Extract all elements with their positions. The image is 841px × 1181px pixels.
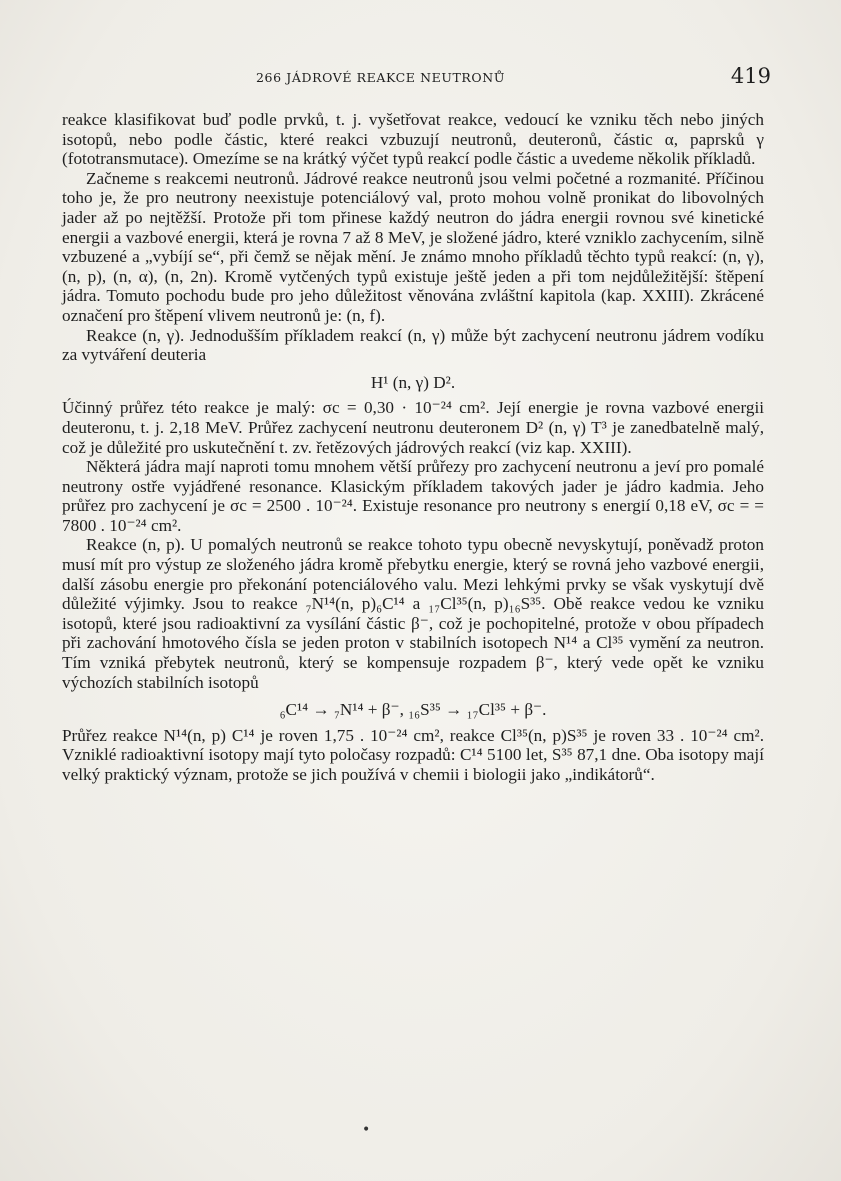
paragraph: Některá jádra mají naproti tomu mnohem větší průřezy pro zachycení neutronu a jeví pro pomalé neutrony ostře vyjádřené resonance. Klasickým příkladem takových jader je jádro kadmia. Jeho průřez pro zachycení je σc = 2500 . 10⁻²⁴. Existuje resonance pro neutrony s energií 0,18 eV, σc = = 7800 . 10⁻²⁴ cm². (62, 457, 764, 535)
page-header (60, 64, 771, 96)
running-head: 266 JÁDROVÉ REAKCE NEUTRONŮ (256, 70, 505, 85)
body-text (62, 110, 764, 785)
paragraph: Průřez reakce N¹⁴(n, p) C¹⁴ je roven 1,75 . 10⁻²⁴ cm², reakce Cl³⁵(n, p)S³⁵ je roven 33 . 10⁻²⁴ cm². Vzniklé radioaktivní isotopy mají tyto poločasy rozpadů: C¹⁴ 5100 let, S³⁵ 87,1 dne. Oba isotopy mají velký praktický význam, protože se jich používá v chemii i biologii jako „indikátorů“. (62, 725, 764, 784)
ink-mark: • (362, 1122, 371, 1138)
formula-decay: ₆C¹⁴ → ₇N¹⁴ + β⁻, ₁₆S³⁵ → ₁₇Cl³⁵ + β⁻. (279, 700, 547, 720)
paragraph: Začneme s reakcemi neutronů. Jádrové reakce neutronů jsou velmi početné a rozmanité. Příčinou toho je, že pro neutrony neexistuje potenciálový val, proto mohou volně pronikat do libovolných jader až po nejtěžší. Protože při tom přinese každý neutron do jádra energii rovnou své kinetické energii a vazbové energii, která je rovna 7 až 8 MeV, je složené jádro, které vzniklo zachycením, silně vzbuzené a „vybíjí se“, při čemž se nějak mění. Je známo mnoho příkladů těchto typů reakcí: (n, γ), (n, p), (n, α), (n, 2n). Kromě vytčených typů existuje ještě jeden a při tom nejdůležitější: štěpení jádra. Tomuto pochodu bude pro jeho důležitost věnována zvláštní kapitola (kap. XXIII). Zkrácené označení pro štěpení vlivem neutronů je: (n, f). (62, 168, 764, 325)
page-number: 419 (730, 64, 771, 88)
paragraph: Reakce (n, p). U pomalých neutronů se reakce tohoto typu obecně nevyskytují, poněvadž proton musí mít pro výstup ze složeného jádra kromě přebytku energie, který se rovná jeho vazbové energii, další zásobu energie pro překonání potenciálového valu. Mezi lehkými prvky se však vyskytují dvě důležité výjimky. Jsou to reakce ₇N¹⁴(n, p)₆C¹⁴ a ₁₇Cl³⁵(n, p)₁₆S³⁵. Obě reakce vedou ke vzniku isotopů, které jsou radioaktivní za vysílání částic β⁻, což je pochopitelné, protože v obou případech při zachování hmotového čísla se jeden proton v stabilních isotopech N¹⁴ a Cl³⁵ vymění za neutron. Tím vzniká přebytek neutronů, který se kompensuje rozpadem β⁻, který vede opět ke vzniku výchozích stabilních isotopů (62, 535, 764, 692)
formula-deuterium: H¹ (n, γ) D². (370, 372, 456, 392)
paragraph: reakce klasifikovat buď podle prvků, t. j. vyšetřovat reakce, vedoucí ke vzniku těch nebo jiných isotopů, nebo podle částic, které reakci vzbuzují neutronů, deuteronů, částic α, paprsků γ (fototransmutace). Omezíme se na krátký výčet typů reakcí podle částic a uvedeme několik příkladů. (62, 110, 764, 169)
paragraph: Účinný průřez této reakce je malý: σc = 0,30 · 10⁻²⁴ cm². Její energie je rovna vazbové energii deuteronu, t. j. 2,18 MeV. Průřez zachycení neutronu deuteronem D² (n, γ) T³ je zanedbatelně malý, což je důležité pro uskutečnění t. zv. řetězových jádrových reakcí (viz kap. XXIII). (62, 398, 764, 457)
paragraph: Reakce (n, γ). Jednodušším příkladem reakcí (n, γ) může být zachycení neutronu jádrem vodíku za vytváření deuteria (62, 325, 764, 365)
